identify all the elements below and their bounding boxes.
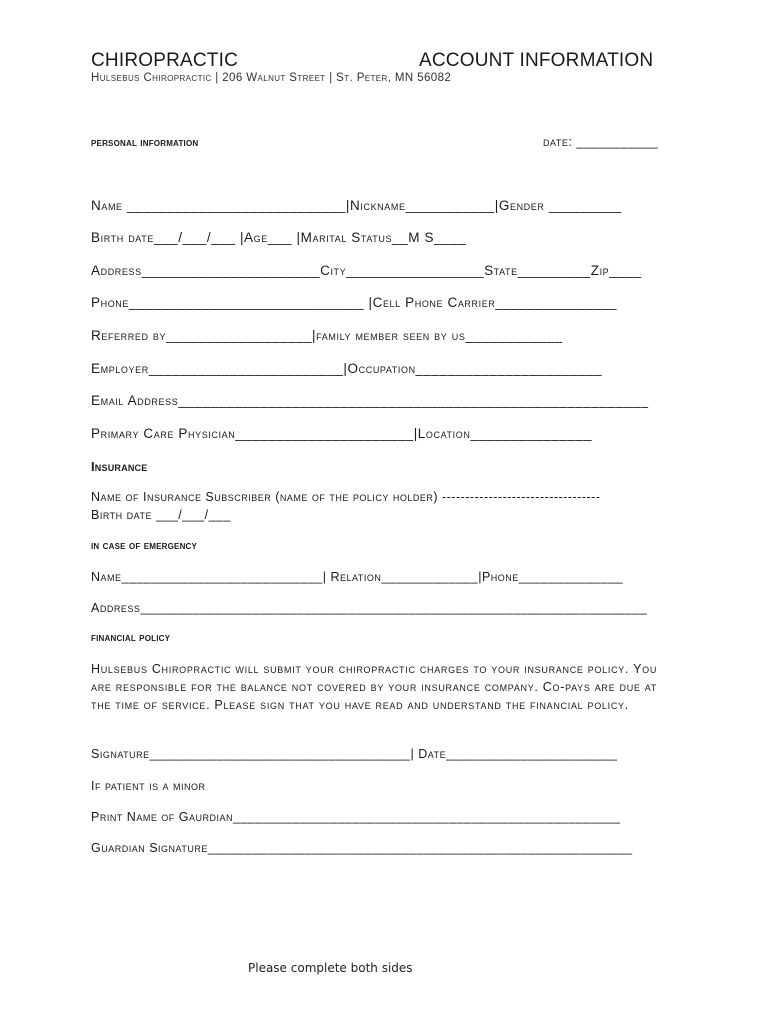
email-field-line: Email Address__________________________________________________________ (91, 393, 649, 408)
signature-line: Signature___________________________________| Date_______________________ (91, 747, 618, 761)
insurance-subscriber-line: Name of Insurance Subscriber (name of the policy holder) ---------------------------------- (91, 490, 601, 504)
form-title: ACCOUNT INFORMATION (419, 50, 654, 71)
emergency-address-line: Address____________________________________________________________________ (91, 601, 648, 615)
financial-policy-heading: financial policy (91, 632, 171, 644)
clinic-address: Hulsebus Chiropractic | 206 Walnut Street | St. Peter, MN 56082 (91, 72, 452, 84)
date-field: date: ___________ (543, 135, 659, 149)
guardian-signature-line: Guardian Signature_________________________________________________________ (91, 841, 633, 855)
form-category-title: CHIROPRACTIC (91, 50, 239, 71)
guardian-name-line: Print Name of Gaurdian____________________________________________________ (91, 810, 621, 824)
emergency-name-line: Name___________________________| Relation_____________|Phone______________ (91, 570, 624, 584)
financial-policy-text: Hulsebus Chiropractic will submit your chiropractic charges to your insurance policy. You are responsible for the balance not covered by your insurance company. Co-pays are due at the time of service. Please sign that you have read and understand the financial policy. (91, 662, 658, 712)
phone-field-line: Phone_____________________________ |Cell Phone Carrier_______________ (91, 295, 618, 310)
insurance-heading: Insurance (91, 459, 148, 474)
footer-note: Please complete both sides (248, 961, 413, 975)
personal-info-heading: personal information (91, 137, 199, 149)
minor-label: If patient is a minor (91, 779, 206, 793)
employer-field-line: Employer________________________|Occupation_______________________ (91, 361, 603, 376)
address-field-line: Address______________________City_________________State_________Zip____ (91, 263, 642, 278)
emergency-heading: in case of emergency (91, 540, 198, 552)
name-field-line: Name ___________________________|Nickname___________|Gender _________ (91, 198, 622, 213)
birth-field-line: Birth date___/___/___ |Age___ |Marital Status__M S____ (91, 230, 467, 245)
referred-field-line: Referred by__________________|family member seen by us____________ (91, 328, 563, 343)
physician-field-line: Primary Care Physician______________________|Location_______________ (91, 426, 593, 441)
insurance-birth-line: Birth date ___/___/___ (91, 508, 231, 522)
